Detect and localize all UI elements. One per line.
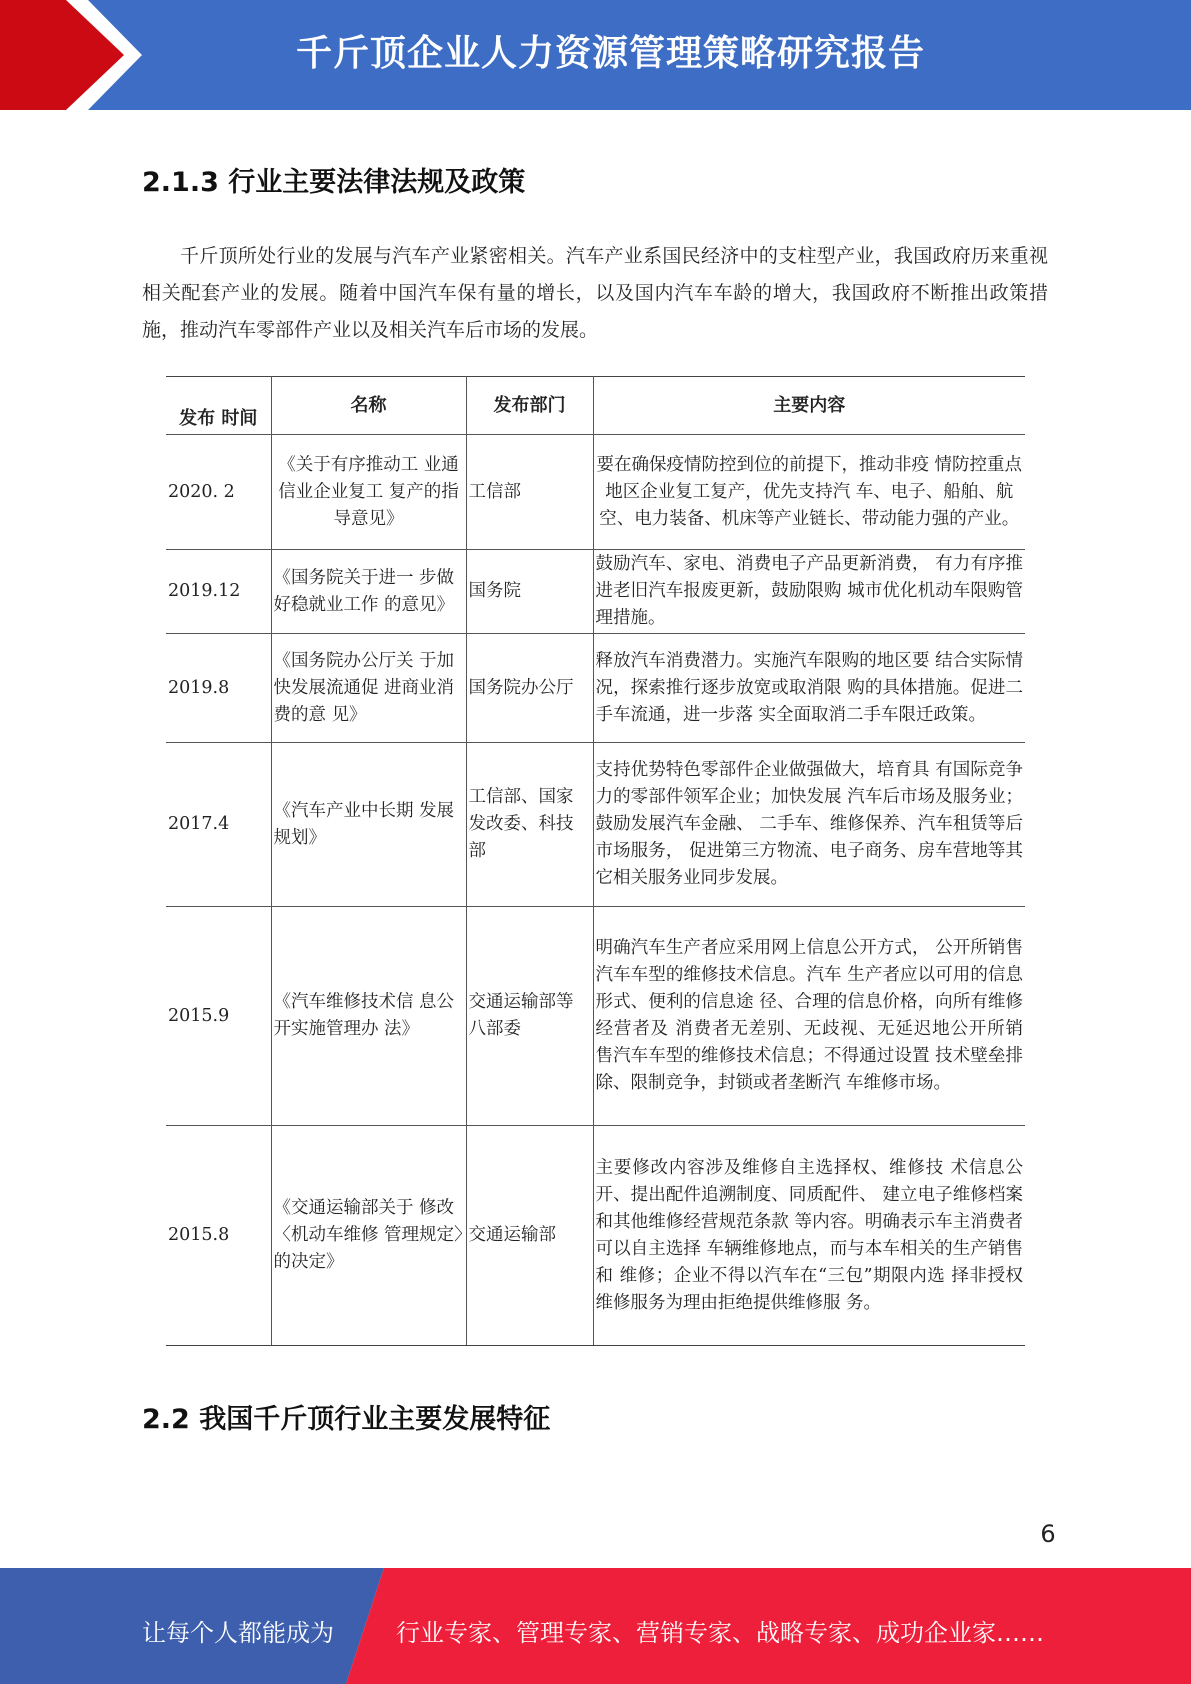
policy-table [166, 376, 1025, 1346]
table-row [166, 907, 1025, 1126]
cell-date: 2020. 2 [166, 435, 271, 550]
cell-content: 明确汽车生产者应采用网上信息公开方式， 公开所销售汽车车型的维修技术信息。汽车 生产者应以可用的信息形式、便利的信息途 径、合理的信息价格，向所有维修经营者及 消费者无差别、无歧视、无延迟地公开所销 售汽车车型的维修技术信息；不得通过设置 技术壁垒排除、限制竞争，封锁或者垄断汽 车维修市场。 [593, 907, 1025, 1126]
cell-content: 支持优势特色零部件企业做强做大，培育具 有国际竞争力的零部件领军企业；加快发展 汽车后市场及服务业；鼓励发展汽车金融、 二手车、维修保养、汽车租赁等后市场服务， 促进第三方物流、电子商务、房车营地等其 它相关服务业同步发展。 [593, 743, 1025, 907]
cell-date: 2017.4 [166, 743, 271, 907]
table-row [166, 550, 1025, 634]
table-row [166, 435, 1025, 550]
cell-name: 《关于有序推动工 业通信业企业复工 复产的指导意见》 [271, 435, 466, 550]
cell-date: 2019.8 [166, 634, 271, 743]
cell-department: 工信部 [466, 435, 593, 550]
footer-slogan-right: 行业专家、管理专家、营销专家、战略专家、成功企业家…… [396, 1619, 1044, 1647]
table-row [166, 634, 1025, 743]
intro-paragraph: 千斤顶所处行业的发展与汽车产业紧密相关。汽车产业系国民经济中的支柱型产业，我国政府历来重视相关配套产业的发展。随着中国汽车保有量的增长，以及国内汽车车龄的增大，我国政府不断推出政策措施，推动汽车零部件产业以及相关汽车后市场的发展。 [142, 245, 1048, 341]
table-row [166, 743, 1025, 907]
table-header-row [166, 377, 1025, 435]
header-arrow-decoration [0, 0, 160, 110]
cell-date: 2019.12 [166, 550, 271, 634]
cell-content: 要在确保疫情防控到位的前提下，推动非疫 情防控重点地区企业复工复产，优先支持汽 车、电子、船舶、航空、电力装备、机床等产业链长、带动能力强的产业。 [593, 435, 1025, 550]
cell-content: 释放汽车消费潜力。实施汽车限购的地区要 结合实际情况，探索推行逐步放宽或取消限 购的具体措施。促进二手车流通，进一步落 实全面取消二手车限迁政策。 [593, 634, 1025, 743]
cell-department: 工信部、国家发改委、科技部 [466, 743, 593, 907]
cell-name: 《国务院办公厅关 于加快发展流通促 进商业消费的意 见》 [271, 634, 466, 743]
footer-slogan-left: 让每个人都能成为 [142, 1619, 334, 1647]
cell-date: 2015.9 [166, 907, 271, 1126]
cell-department: 交通运输部 [466, 1126, 593, 1346]
section-heading-2-1-3: 2.1.3 行业主要法律法规及政策 [142, 167, 526, 198]
cell-name: 《汽车维修技术信 息公开实施管理办 法》 [271, 907, 466, 1126]
cell-department: 交通运输部等八部委 [466, 907, 593, 1126]
header-content: 主要内容 [593, 377, 1025, 435]
cell-name: 《交通运输部关于 修改〈机动车维修 管理规定〉的决定》 [271, 1126, 466, 1346]
cell-name: 《国务院关于进一 步做好稳就业工作 的意见》 [271, 550, 466, 634]
cell-department: 国务院办公厅 [466, 634, 593, 743]
table-row [166, 1126, 1025, 1346]
header-date: 发布 时间 [166, 377, 271, 435]
page-number: 6 [1040, 1520, 1056, 1548]
cell-department: 国务院 [466, 550, 593, 634]
report-title: 千斤顶企业人力资源管理策略研究报告 [296, 33, 926, 74]
cell-name: 《汽车产业中长期 发展规划》 [271, 743, 466, 907]
section-heading-2-2: 2.2 我国千斤顶行业主要发展特征 [142, 1404, 551, 1435]
cell-content: 鼓励汽车、家电、消费电子产品更新消费， 有力有序推进老旧汽车报废更新，鼓励限购 城市优化机动车限购管理措施。 [593, 550, 1025, 634]
header-department: 发布部门 [466, 377, 593, 435]
cell-content: 主要修改内容涉及维修自主选择权、维修技 术信息公开、提出配件追溯制度、同质配件、 建立电子维修档案和其他维修经营规范条款 等内容。明确表示车主消费者可以自主选择 车辆维修地点，而与本车相关的生产销售和 维修；企业不得以汽车在“三包”期限内选 择非授权维修服务为理由拒绝提供维修服 务。 [593, 1126, 1025, 1346]
header-name: 名称 [271, 377, 466, 435]
cell-date: 2015.8 [166, 1126, 271, 1346]
